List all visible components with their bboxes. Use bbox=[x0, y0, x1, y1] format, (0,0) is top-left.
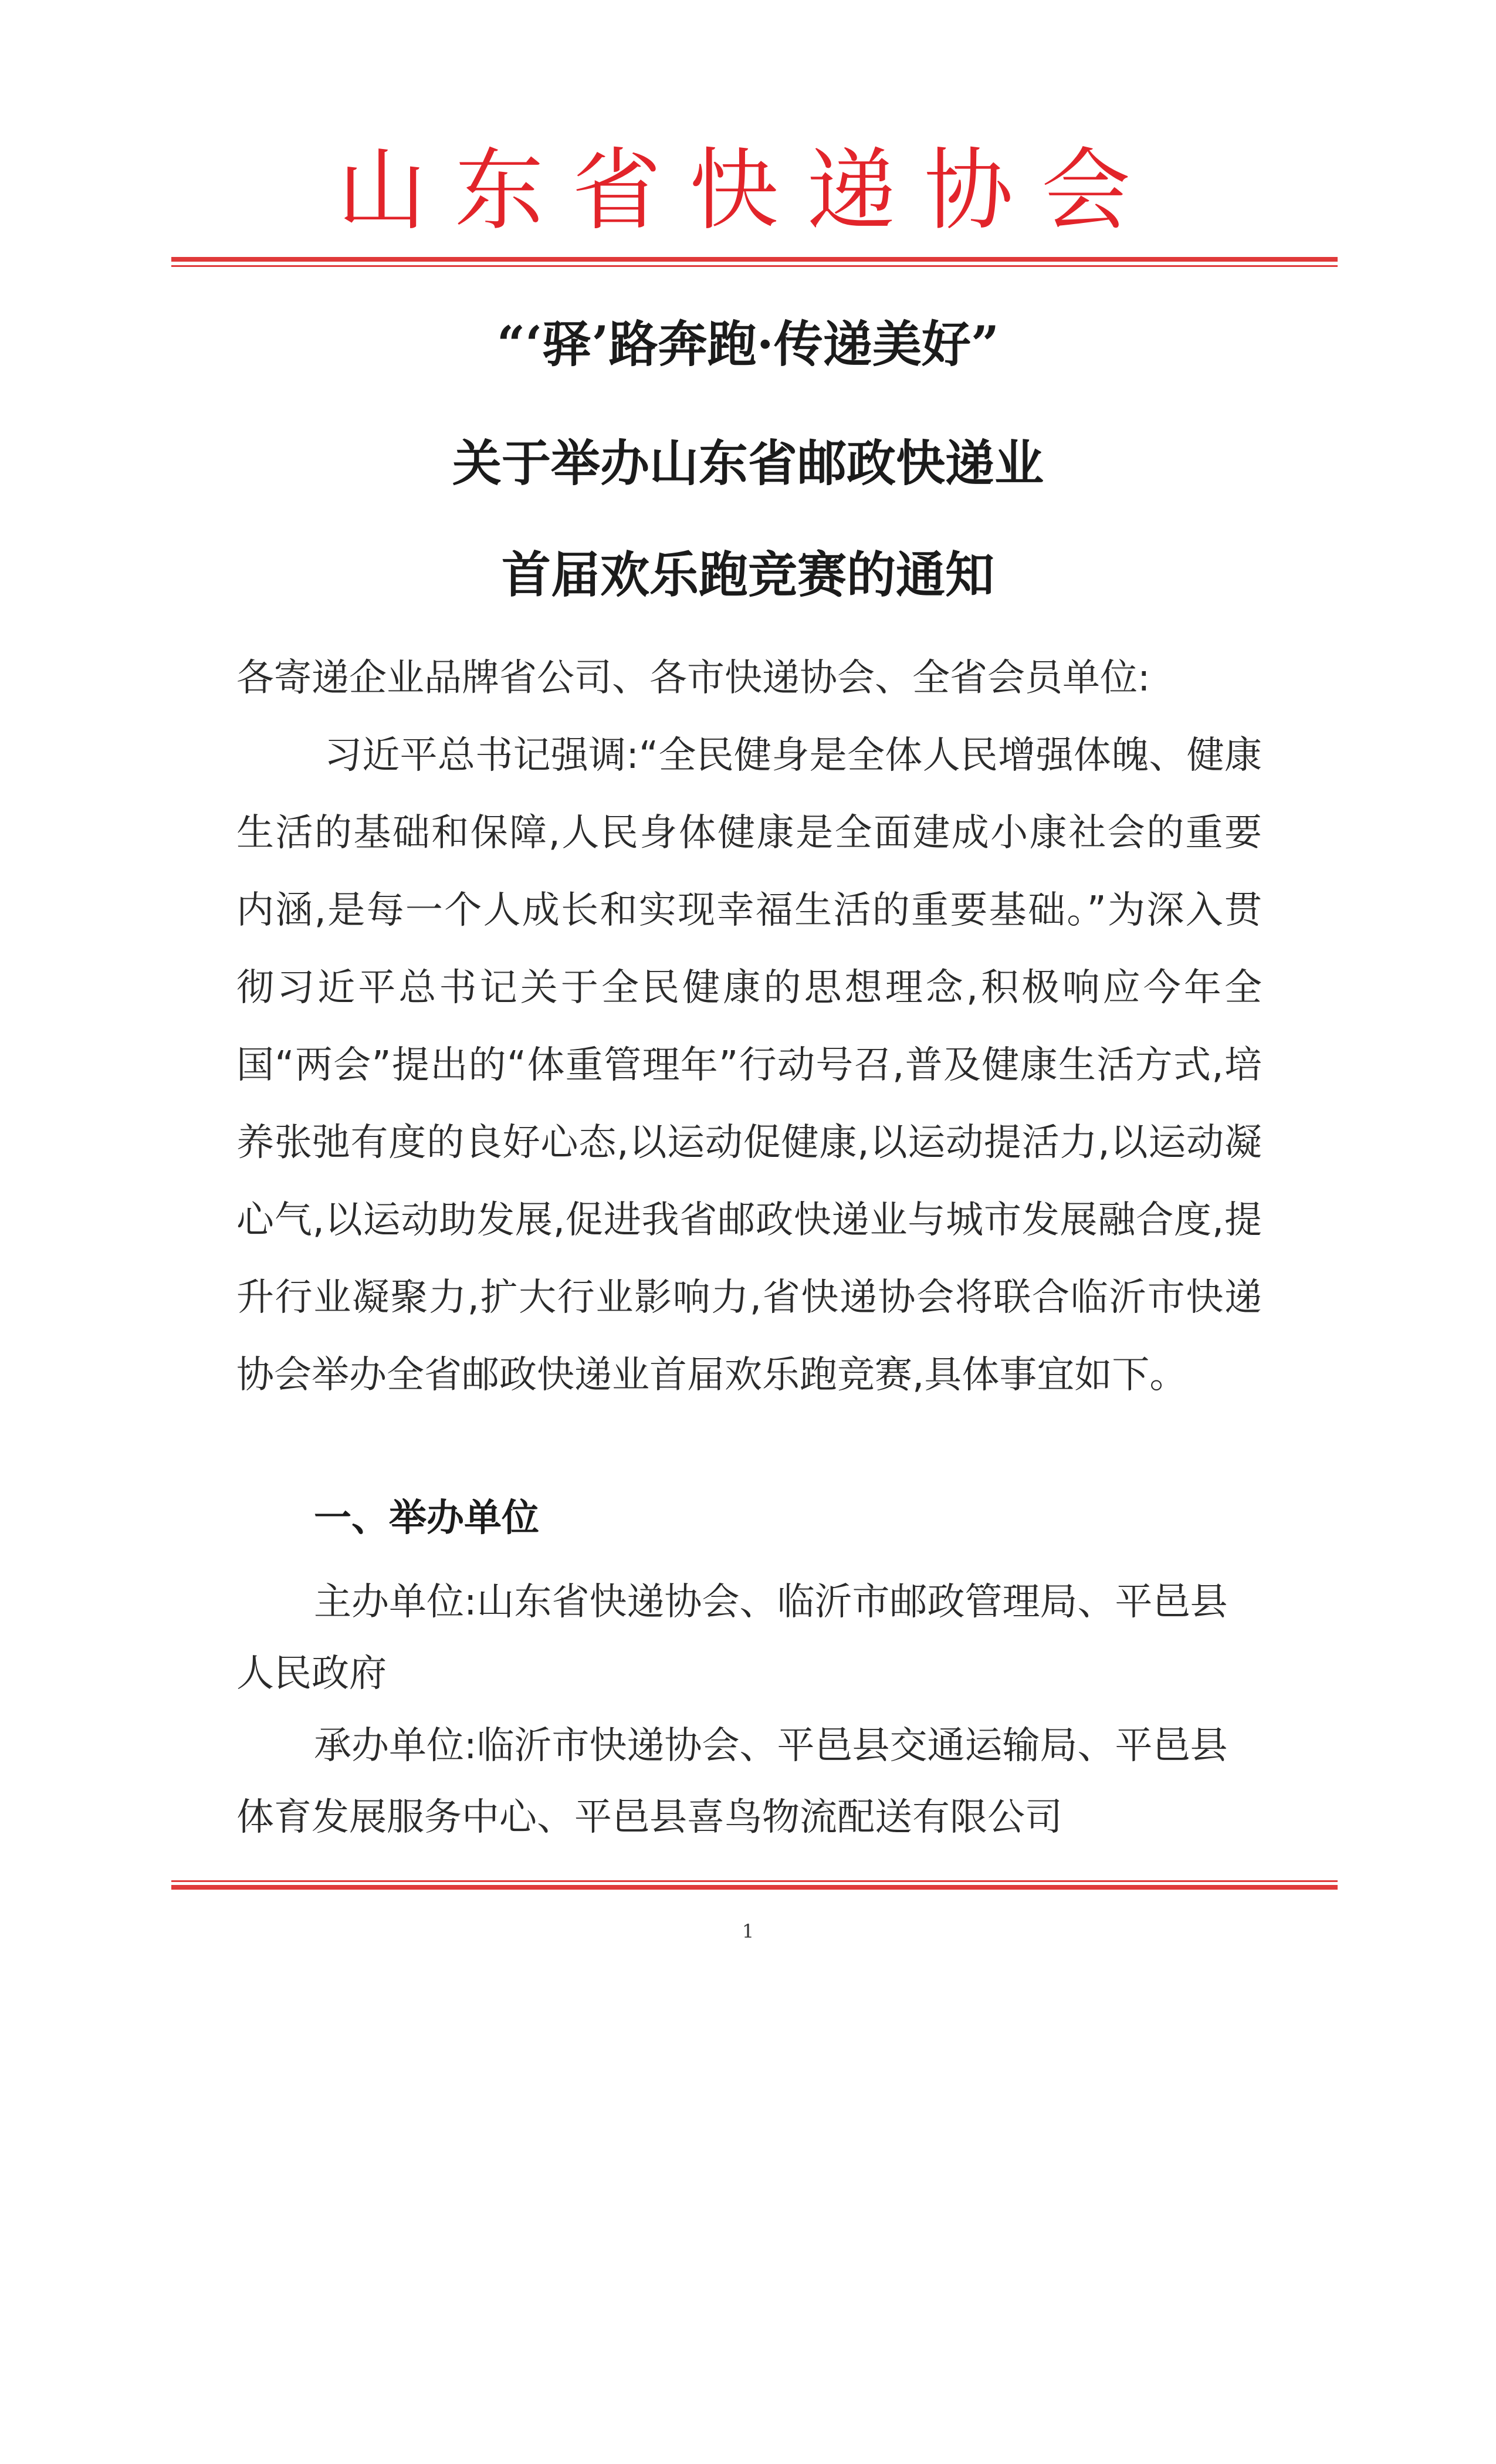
section-heading-organizers: 一、举办单位 bbox=[314, 1497, 539, 1540]
header-red-rule bbox=[171, 257, 1338, 269]
organization-header: 山东省快递协会 bbox=[337, 138, 1159, 242]
co-organizers-paragraph: 承办单位:临沂市快递协会、平邑县交通运输局、平邑县体育发展服务中心、平邑县喜鸟物流配送有限公司 bbox=[236, 1724, 1228, 1839]
title-line-2: 关于举办山东省邮政快递业 bbox=[452, 434, 1044, 492]
footer-rule-thin-line bbox=[171, 1880, 1338, 1882]
blank-area-below-page bbox=[0, 2042, 1496, 2464]
footer-red-rule bbox=[171, 1880, 1338, 1892]
page-number: 1 bbox=[742, 1920, 754, 1942]
main-paragraph: 习近平总书记强调:“全民健身是全体人民增强体魄、健康生活的基础和保障,人民身体健康是全面建成小康社会的重要内涵,是每一个人成长和实现幸福生活的重要基础。”为深入贯彻习近平总书记关于全民健康的思想理念,积极响应今年全国“两会”提出的“体重管理年”行动号召,普及健康生活方式,培养张弛有度的良好心态,以运动促健康,以运动提活力,以运动凝心气,以运动助发展,促进我省邮政快递业与城市发展融合度,提升行业凝聚力,扩大行业影响力,省快递协会将联合临沂市快递协会举办全省邮政快递业首届欢乐跑竞赛,具体事宜如下。 bbox=[236, 734, 1262, 1397]
title-line-3: 首届欢乐跑竞赛的通知 bbox=[501, 546, 994, 604]
host-units-paragraph: 主办单位:山东省快递协会、临沂市邮政管理局、平邑县人民政府 bbox=[236, 1580, 1228, 1695]
title-line-1: “‘驿’路奔跑·传递美好” bbox=[496, 315, 1000, 373]
footer-rule-thick-line bbox=[171, 1885, 1338, 1890]
header-rule-thick-line bbox=[171, 257, 1338, 262]
header-rule-thin-line bbox=[171, 265, 1338, 267]
salutation: 各寄递企业品牌省公司、各市快递协会、全省会员单位: bbox=[236, 656, 1150, 700]
